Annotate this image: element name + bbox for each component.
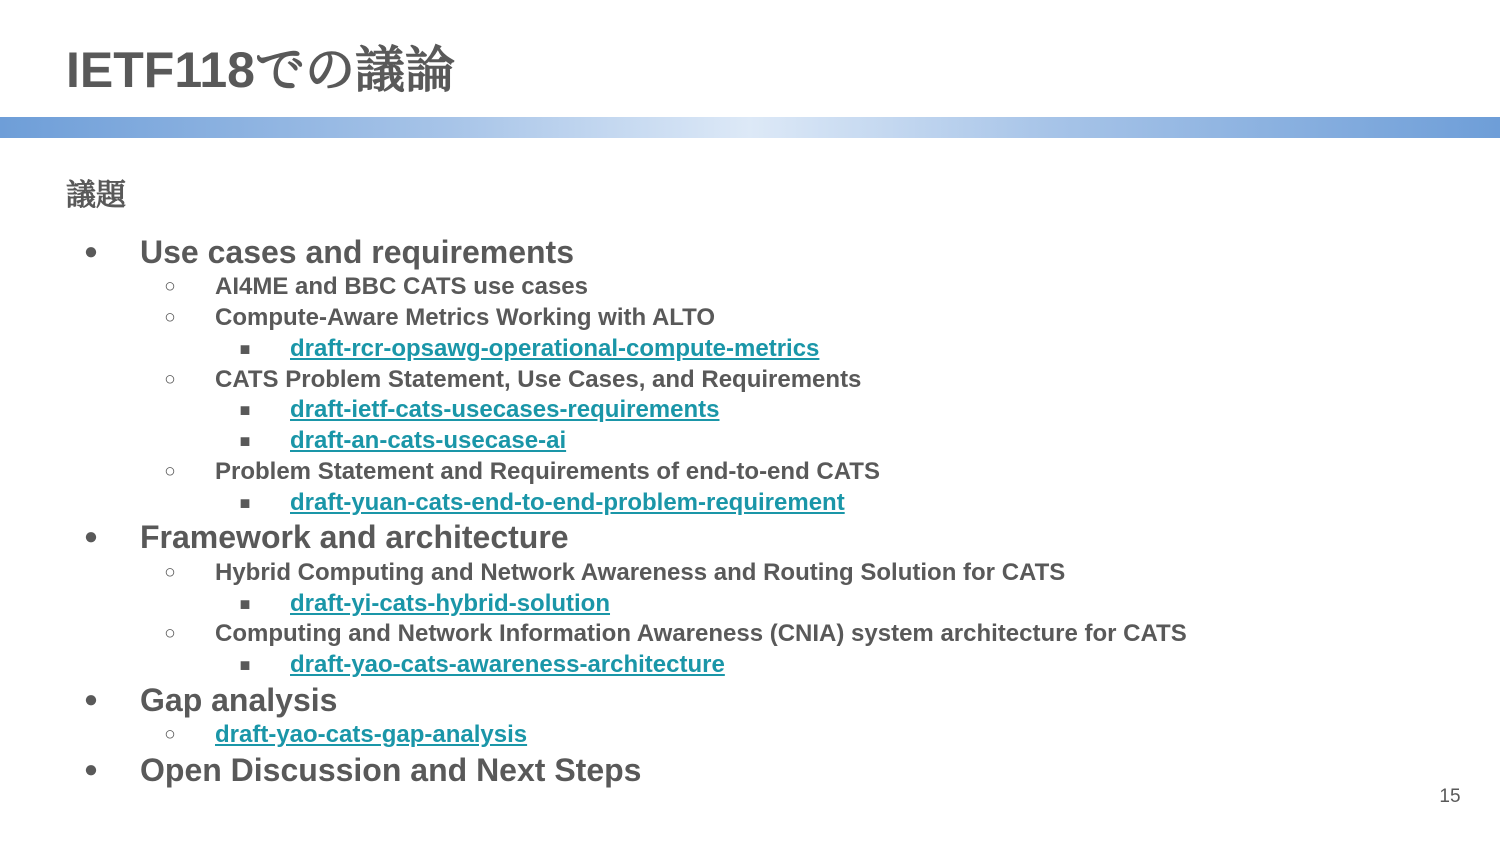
bullet-square: ■ (239, 400, 251, 420)
subitem-label: Computing and Network Information Awareness (CNIA) system architecture for CATS (215, 620, 1187, 647)
slide-title (66, 38, 455, 102)
bullet-filled-circle: ● (83, 523, 99, 550)
bullet-square: ■ (239, 493, 251, 513)
agenda-item-label: Open Discussion and Next Steps (140, 752, 642, 788)
draft-link[interactable]: draft-yi-cats-hybrid-solution (290, 590, 611, 617)
bullet-filled-circle: ● (83, 238, 99, 265)
bullet-hollow-circle: ○ (164, 276, 176, 297)
bullet-hollow-circle: ○ (164, 369, 176, 390)
slide-title-latin: IETF118 (66, 42, 255, 98)
bullet-filled-circle: ● (83, 686, 99, 713)
subitem-label: Compute-Aware Metrics Working with ALTO (215, 304, 716, 331)
bullet-square: ■ (239, 594, 251, 614)
draft-link[interactable]: draft-yao-cats-gap-analysis (215, 721, 528, 748)
bullet-hollow-circle: ○ (164, 724, 176, 745)
bullet-hollow-circle: ○ (164, 461, 176, 482)
bullet-hollow-circle: ○ (164, 307, 176, 328)
draft-link[interactable]: draft-yao-cats-awareness-architecture (290, 651, 725, 678)
agenda-item-label: Use cases and requirements (140, 234, 574, 270)
bullet-square: ■ (239, 655, 251, 675)
slide-title-japanese: での議論 (255, 41, 455, 99)
subitem-label: AI4ME and BBC CATS use cases (215, 273, 588, 300)
draft-link[interactable]: draft-ietf-cats-usecases-requirements (290, 396, 720, 423)
bullet-hollow-circle: ○ (164, 623, 176, 644)
subitem-label: CATS Problem Statement, Use Cases, and Requirements (215, 366, 862, 393)
bullet-filled-circle: ● (83, 756, 99, 783)
draft-link[interactable]: draft-yuan-cats-end-to-end-problem-requirement (290, 489, 845, 516)
header-gradient-band (0, 117, 1500, 138)
bullet-square: ■ (239, 339, 251, 359)
subitem-label: Hybrid Computing and Network Awareness and Routing Solution for CATS (215, 559, 1066, 586)
draft-link[interactable]: draft-an-cats-usecase-ai (290, 427, 567, 454)
page-number: 15 (1439, 786, 1461, 807)
draft-link[interactable]: draft-rcr-opsawg-operational-compute-metrics (290, 335, 820, 362)
subitem-label: Problem Statement and Requirements of end-to-end CATS (215, 458, 880, 485)
section-heading: 議題 (66, 178, 126, 213)
bullet-square: ■ (239, 431, 251, 451)
bullet-hollow-circle: ○ (164, 562, 176, 583)
agenda-item-label: Gap analysis (140, 682, 338, 718)
agenda-item-label: Framework and architecture (140, 519, 569, 555)
